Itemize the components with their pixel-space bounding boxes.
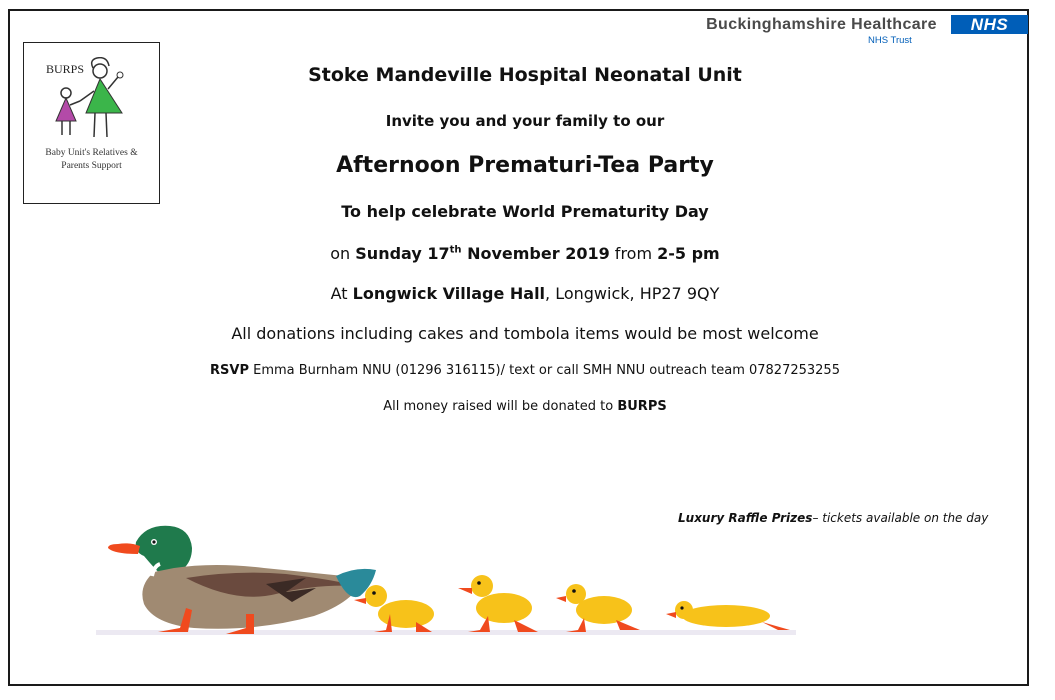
logo-tagline-2: Parents Support [61, 161, 122, 171]
date-prefix: on [330, 244, 356, 263]
trust-name: Buckinghamshire Healthcare [706, 16, 937, 33]
duckling-icon [666, 601, 790, 630]
event-date [100, 244, 950, 263]
duckling-icon [458, 575, 538, 632]
date-from: from [609, 244, 658, 263]
party-name: Afternoon Prematuri-Tea Party [336, 153, 714, 178]
mother-duck-icon [108, 526, 376, 634]
event-time: 2-5 pm [657, 244, 720, 263]
rsvp-label: RSVP [210, 363, 249, 378]
rsvp-line [100, 363, 950, 378]
money-text: All money raised will be donated to [383, 399, 618, 414]
duckling-icon [556, 584, 640, 632]
logo-tagline-1: Baby Unit's Relatives & [45, 148, 138, 158]
nhs-logo: NHS [951, 15, 1028, 34]
raffle-bold: Luxury Raffle Prizes [678, 511, 813, 525]
date-day: Sunday 17 [355, 244, 450, 263]
logo-name: BURPS [46, 62, 85, 76]
date-month-year: November 2019 [461, 244, 610, 263]
date-ordinal: th [449, 244, 462, 256]
duckling-icon [354, 585, 434, 632]
venue-prefix: At [330, 284, 353, 303]
page-title: Stoke Mandeville Hospital Neonatal Unit [308, 64, 742, 86]
money-charity: BURPS [617, 399, 667, 414]
ducks-illustration [36, 490, 856, 650]
money-line [100, 399, 950, 414]
ground-shadow [96, 630, 796, 635]
venue-address: , Longwick, HP27 9QY [545, 284, 720, 303]
donations-line: All donations including cakes and tombola items would be most welcome [231, 324, 819, 343]
trust-subtitle: NHS Trust [868, 35, 912, 46]
rsvp-text: Emma Burnham NNU (01296 316115)/ text or call SMH NNU outreach team 07827253255 [248, 363, 840, 378]
event-venue [100, 284, 950, 303]
venue-hall: Longwick Village Hall [352, 284, 546, 303]
celebration-line: To help celebrate World Prematurity Day [341, 202, 709, 221]
invite-line: Invite you and your family to our [385, 112, 665, 130]
raffle-text: – tickets available on the day [812, 511, 989, 525]
